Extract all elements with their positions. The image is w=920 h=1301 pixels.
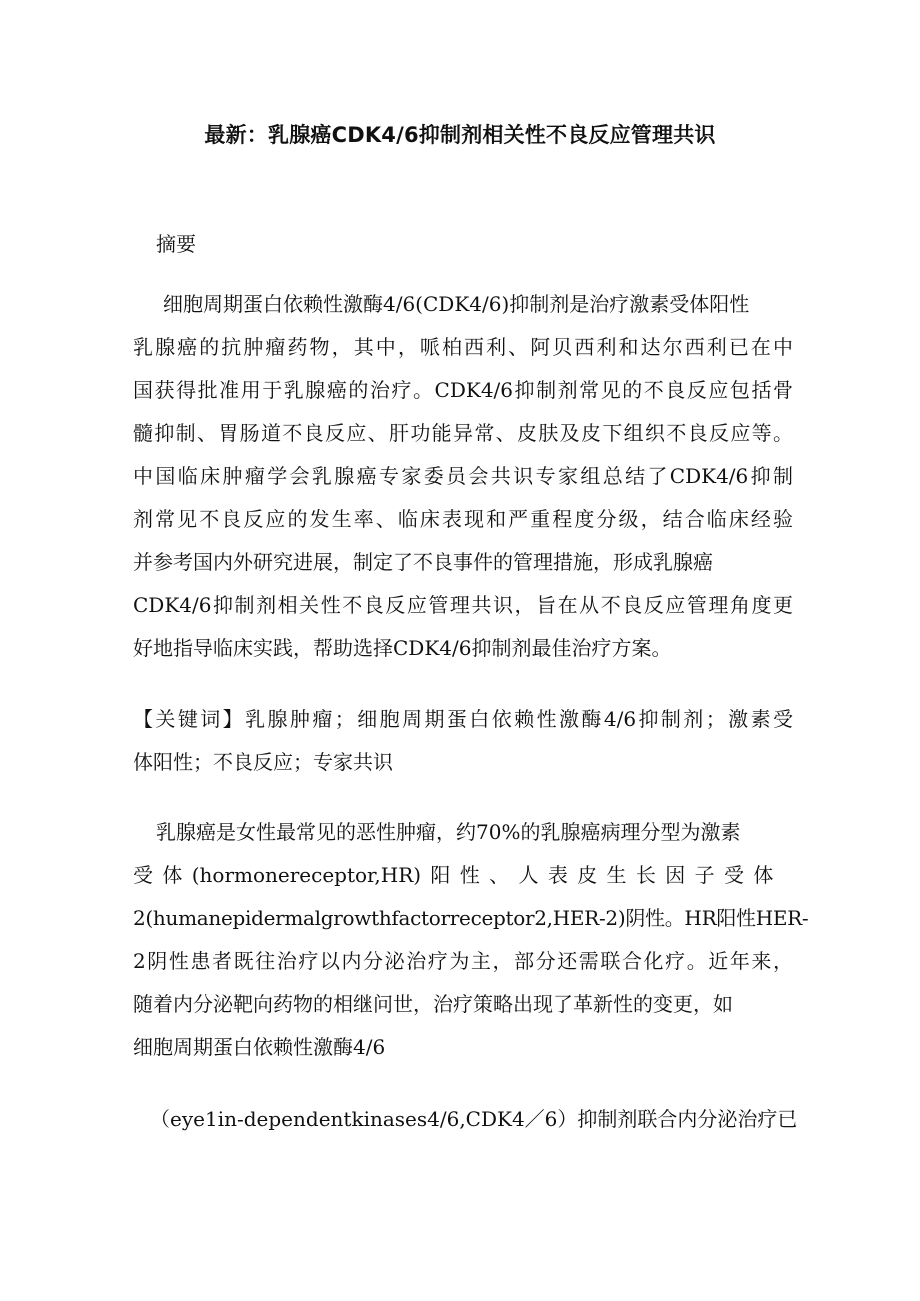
abstract-line: 国获得批准用于乳腺癌的治疗。CDK4/6抑制剂常见的不良反应包括骨 [133, 378, 793, 402]
body-line: （eye1in-dependentkinases4/6,CDK4／6）抑制剂联合内分泌治疗已 [150, 1107, 798, 1131]
body-line: 细胞周期蛋白依赖性激酶4/6 [133, 1035, 386, 1059]
keywords-line: 【关键词】乳腺肿瘤；细胞周期蛋白依赖性激酶4/6抑制剂；激素受 [133, 707, 793, 731]
body-line: 乳腺癌是女性最常见的恶性肿瘤，约70%的乳腺癌病理分型为激素 [156, 820, 741, 844]
abstract-line: 细胞周期蛋白依赖性激酶4/6(CDK4/6)抑制剂是治疗激素受体阳性 [163, 292, 750, 316]
body-line: 受 体 (hormonereceptor,HR) 阳 性 、 人 表 皮 生 长 因 子 受 体 [133, 863, 774, 887]
abstract-line: 好地指导临床实践，帮助选择CDK4/6抑制剂最佳治疗方案。 [133, 636, 672, 660]
abstract-line: CDK4/6抑制剂相关性不良反应管理共识，旨在从不良反应管理角度更 [133, 593, 793, 617]
abstract-line: 剂常见不良反应的发生率、临床表现和严重程度分级，结合临床经验 [133, 507, 793, 531]
body-line: 2阴性患者既往治疗以内分泌治疗为主，部分还需联合化疗。近年来， [133, 949, 793, 973]
abstract-line: 中国临床肿瘤学会乳腺癌专家委员会共识专家组总结了CDK4/6抑制 [133, 464, 793, 488]
abstract-line: 乳腺癌的抗肿瘤药物，其中，哌柏西利、阿贝西利和达尔西利已在中 [133, 335, 793, 359]
keywords-line: 体阳性；不良反应；专家共识 [133, 750, 393, 774]
abstract-line: 髓抑制、胃肠道不良反应、肝功能异常、皮肤及皮下组织不良反应等。 [133, 421, 793, 445]
document-title: 最新：乳腺癌CDK4/6抑制剂相关性不良反应管理共识 [204, 123, 716, 147]
body-line: 2(humanepidermalgrowthfactorreceptor2,HER-2)阴性。HR阳性HER- [133, 906, 809, 930]
body-line: 随着内分泌靶向药物的相继问世，治疗策略出现了革新性的变更，如 [133, 992, 733, 1016]
abstract-line: 并参考国内外研究进展，制定了不良事件的管理措施，形成乳腺癌 [133, 550, 713, 574]
abstract-heading: 摘要 [156, 232, 196, 256]
